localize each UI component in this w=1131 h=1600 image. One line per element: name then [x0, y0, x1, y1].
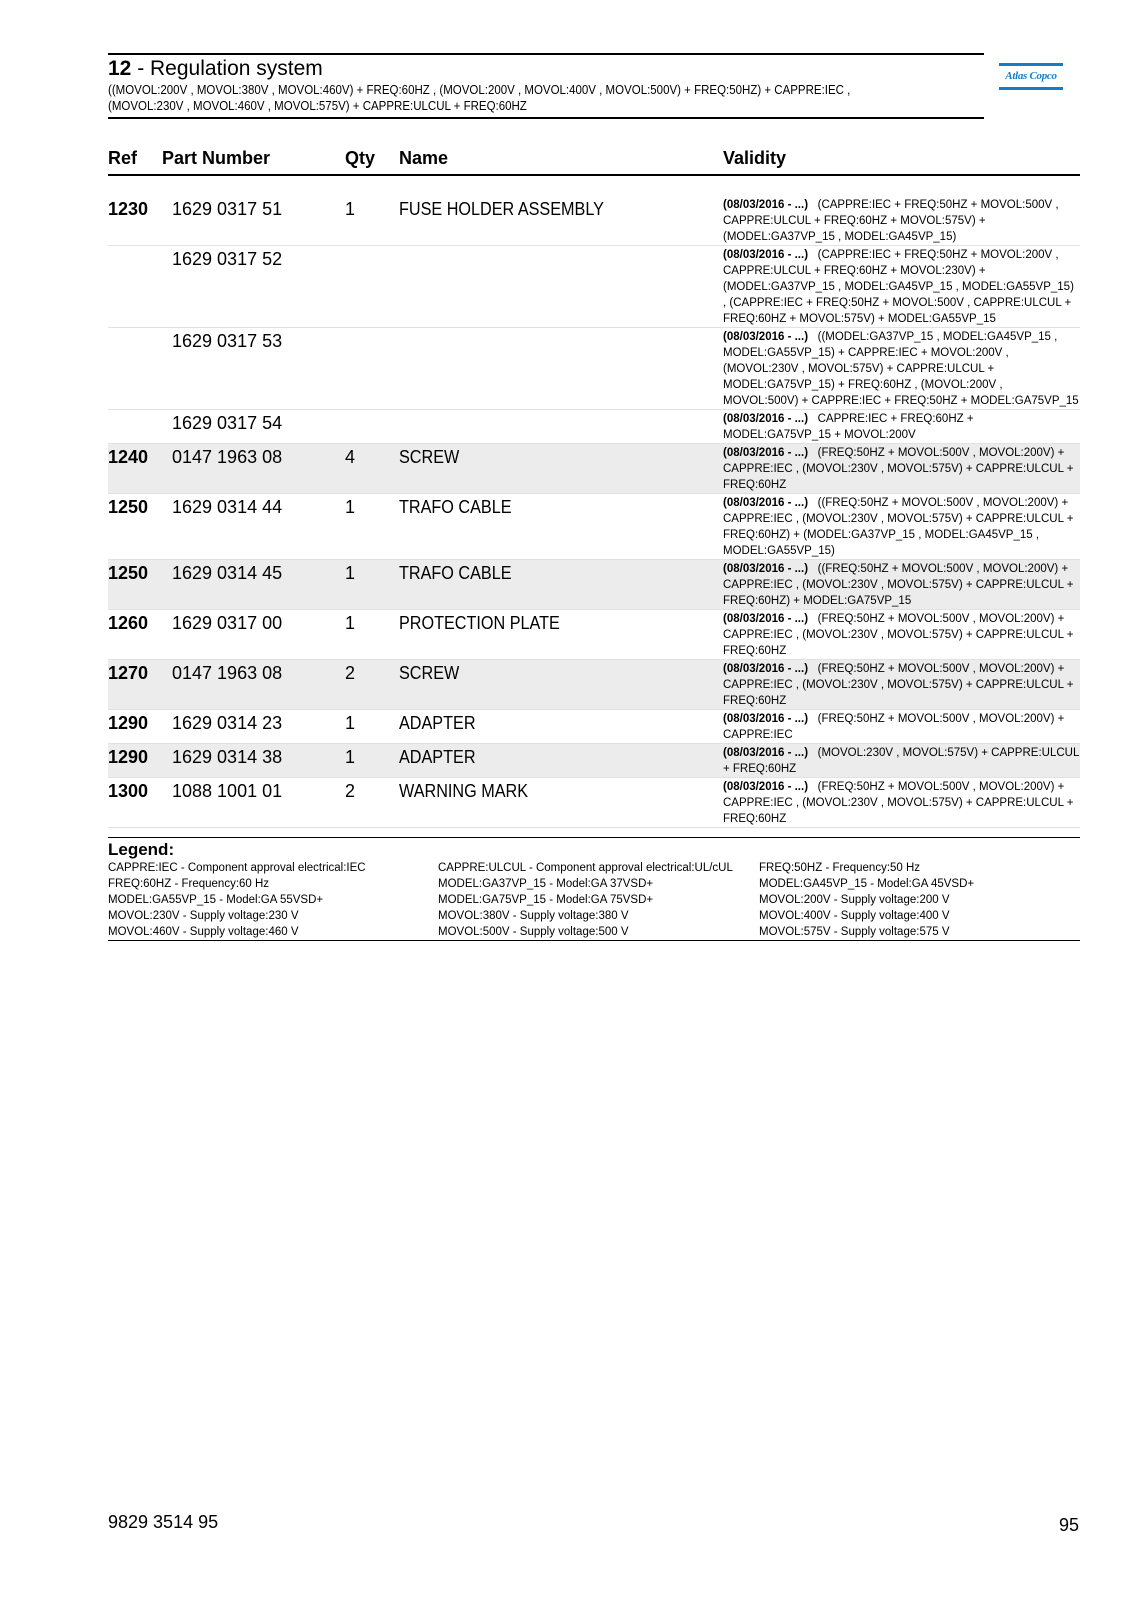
- qty-cell: 1: [345, 199, 356, 219]
- validity-text: ((FREQ:50HZ + MOVOL:500V , MOVOL:200V) + CAPPRE:IEC , (MOVOL:230V , MOVOL:575V) + CAPPRE:ULCUL + FREQ:60HZ) + MODEL:GA75VP_15: [723, 563, 1074, 607]
- validity-date: (08/03/2016 - ...): [723, 781, 809, 793]
- legend-entry: MODEL:GA55VP_15 - Model:GA 55VSD+: [108, 894, 324, 906]
- table-row: [108, 410, 1080, 444]
- legend-column-3: [759, 860, 974, 940]
- legend-entry: CAPPRE:IEC - Component approval electrical:IEC: [108, 862, 366, 874]
- table-row: [108, 328, 1080, 410]
- table-row: [108, 610, 1080, 660]
- validity-text: CAPPRE:IEC + FREQ:60HZ + MODEL:GA75VP_15 + MOVOL:200V: [723, 413, 974, 441]
- qty-cell: 1: [345, 613, 356, 633]
- part-number-cell: 0147 1963 08: [172, 447, 283, 467]
- legend-entry: MOVOL:400V - Supply voltage:400 V: [759, 910, 950, 922]
- validity-cell: [723, 196, 1079, 245]
- qty-cell: 1: [345, 747, 356, 767]
- validity-text: ((MODEL:GA37VP_15 , MODEL:GA45VP_15 , MODEL:GA55VP_15) + CAPPRE:IEC + MOVOL:200V , (MOVOL:230V , MOVOL:575V) + CAPPRE:ULCUL + MODEL:GA75VP_15) + FREQ:60HZ , (MOVOL:200V , MOVOL:500V) + CAPPRE:IEC + FREQ:50HZ + MODEL:GA75VP_15: [723, 331, 1079, 407]
- legend-entry: MOVOL:200V - Supply voltage:200 V: [759, 894, 950, 906]
- section-subtitle-line2: (MOVOL:230V , MOVOL:460V , MOVOL:575V) + CAPPRE:ULCUL + FREQ:60HZ: [108, 99, 527, 113]
- validity-date: (08/03/2016 - ...): [723, 747, 809, 759]
- part-number-cell: 1629 0317 00: [172, 613, 283, 633]
- name-cell: FUSE HOLDER ASSEMBLY: [399, 199, 604, 219]
- section-title: [108, 56, 984, 82]
- validity-text: (FREQ:50HZ + MOVOL:500V , MOVOL:200V) + CAPPRE:IEC , (MOVOL:230V , MOVOL:575V) + CAPPRE:ULCUL + FREQ:60HZ: [723, 781, 1074, 825]
- part-number-cell: 1629 0314 45: [172, 563, 283, 583]
- ref-cell: 1230: [108, 199, 149, 219]
- column-header-validity: Validity: [723, 148, 787, 168]
- legend-entry: MOVOL:575V - Supply voltage:575 V: [759, 926, 950, 938]
- column-header-rule: [108, 174, 1080, 176]
- name-cell: WARNING MARK: [399, 781, 529, 801]
- legend-entry: MODEL:GA37VP_15 - Model:GA 37VSD+: [438, 878, 654, 890]
- part-number-cell: 1629 0314 38: [172, 747, 283, 767]
- validity-text: (FREQ:50HZ + MOVOL:500V , MOVOL:200V) + CAPPRE:IEC , (MOVOL:230V , MOVOL:575V) + CAPPRE:ULCUL + FREQ:60HZ: [723, 663, 1074, 707]
- validity-date: (08/03/2016 - ...): [723, 331, 809, 343]
- ref-cell: 1240: [108, 447, 149, 467]
- qty-cell: 1: [345, 713, 356, 733]
- name-cell: PROTECTION PLATE: [399, 613, 560, 633]
- qty-cell: 1: [345, 497, 356, 517]
- validity-text: (FREQ:50HZ + MOVOL:500V , MOVOL:200V) + CAPPRE:IEC: [723, 713, 1065, 741]
- parts-table: [108, 196, 1080, 828]
- page-number: 95: [1059, 1515, 1080, 1535]
- legend-entry: MOVOL:380V - Supply voltage:380 V: [438, 910, 629, 922]
- name-cell: SCREW: [399, 663, 460, 683]
- legend-entry: MODEL:GA75VP_15 - Model:GA 75VSD+: [438, 894, 654, 906]
- validity-cell: [723, 778, 1079, 827]
- name-cell: ADAPTER: [399, 713, 476, 733]
- qty-cell: 2: [345, 663, 356, 683]
- validity-date: (08/03/2016 - ...): [723, 563, 809, 575]
- validity-cell: [723, 710, 1079, 743]
- header-bottom-rule: [108, 117, 984, 119]
- table-row: [108, 196, 1080, 246]
- logo-bar-top: [999, 63, 1063, 66]
- validity-cell: [723, 560, 1079, 609]
- validity-date: (08/03/2016 - ...): [723, 497, 809, 509]
- part-number-cell: 1629 0317 51: [172, 199, 283, 219]
- validity-text: (CAPPRE:IEC + FREQ:50HZ + MOVOL:200V , CAPPRE:ULCUL + FREQ:60HZ + MOVOL:230V) + (MODEL:GA37VP_15 , MODEL:GA45VP_15 , MODEL:GA55VP_15) , (CAPPRE:IEC + FREQ:50HZ + MOVOL:500V , CAPPRE:ULCUL + FREQ:60HZ + MOVOL:575V) + MODEL:GA55VP_15: [723, 249, 1074, 325]
- document-number: 9829 3514 95: [108, 1512, 219, 1532]
- part-number-cell: 1629 0314 44: [172, 497, 283, 517]
- table-row: [108, 744, 1080, 778]
- validity-cell: [723, 494, 1079, 559]
- validity-text: (CAPPRE:IEC + FREQ:50HZ + MOVOL:500V , CAPPRE:ULCUL + FREQ:60HZ + MOVOL:575V) + (MODEL:GA37VP_15 , MODEL:GA45VP_15): [723, 199, 1059, 243]
- part-number-cell: 1629 0314 23: [172, 713, 283, 733]
- legend-column-2: [438, 860, 733, 940]
- header-top-rule: [108, 53, 984, 55]
- table-row: [108, 246, 1080, 328]
- page-header: [108, 53, 984, 119]
- section-number: 12: [108, 57, 132, 80]
- legend-bottom-rule: [108, 940, 1080, 941]
- table-row: [108, 660, 1080, 710]
- ref-cell: 1260: [108, 613, 149, 633]
- validity-text: (FREQ:50HZ + MOVOL:500V , MOVOL:200V) + CAPPRE:IEC , (MOVOL:230V , MOVOL:575V) + CAPPRE:ULCUL + FREQ:60HZ: [723, 613, 1074, 657]
- legend-entry: MOVOL:500V - Supply voltage:500 V: [438, 926, 629, 938]
- legend-entry: FREQ:60HZ - Frequency:60 Hz: [108, 878, 270, 890]
- validity-date: (08/03/2016 - ...): [723, 249, 809, 261]
- part-number-cell: 1629 0317 54: [172, 413, 283, 433]
- part-number-cell: 1629 0317 52: [172, 249, 283, 269]
- validity-text: ((FREQ:50HZ + MOVOL:500V , MOVOL:200V) + CAPPRE:IEC , (MOVOL:230V , MOVOL:575V) + CAPPRE:ULCUL + FREQ:60HZ) + (MODEL:GA37VP_15 , MODEL:GA45VP_15 , MODEL:GA55VP_15): [723, 497, 1074, 557]
- legend-entry: MOVOL:460V - Supply voltage:460 V: [108, 926, 299, 938]
- legend-entry: FREQ:50HZ - Frequency:50 Hz: [759, 862, 921, 874]
- legend-column-1: [108, 860, 366, 940]
- table-row: [108, 560, 1080, 610]
- qty-cell: 2: [345, 781, 356, 801]
- section-title-text: - Regulation system: [131, 57, 323, 80]
- validity-cell: [723, 444, 1079, 493]
- validity-date: (08/03/2016 - ...): [723, 199, 809, 211]
- ref-cell: 1300: [108, 781, 149, 801]
- validity-text: (MOVOL:230V , MOVOL:575V) + CAPPRE:ULCUL + FREQ:60HZ: [723, 747, 1079, 775]
- logo-text: Atlas Copco: [1005, 70, 1057, 82]
- validity-cell: [723, 246, 1079, 327]
- table-row: [108, 710, 1080, 744]
- ref-cell: 1250: [108, 497, 149, 517]
- atlas-copco-logo: [999, 63, 1063, 93]
- qty-cell: 1: [345, 563, 356, 583]
- part-number-cell: 1088 1001 01: [172, 781, 283, 801]
- legend-entry: CAPPRE:ULCUL - Component approval electrical:UL/cUL: [438, 862, 733, 874]
- part-number-cell: 0147 1963 08: [172, 663, 283, 683]
- column-header-part-number: Part Number: [162, 148, 271, 168]
- ref-cell: 1250: [108, 563, 149, 583]
- validity-cell: [723, 610, 1079, 659]
- logo-bar-bottom: [999, 87, 1063, 90]
- name-cell: ADAPTER: [399, 747, 476, 767]
- table-row: [108, 444, 1080, 494]
- column-header-name: Name: [399, 148, 449, 168]
- validity-cell: [723, 744, 1079, 777]
- legend-entry: MODEL:GA45VP_15 - Model:GA 45VSD+: [759, 878, 975, 890]
- table-row: [108, 778, 1080, 828]
- ref-cell: 1290: [108, 747, 149, 767]
- name-cell: TRAFO CABLE: [399, 497, 512, 517]
- name-cell: TRAFO CABLE: [399, 563, 512, 583]
- validity-text: (FREQ:50HZ + MOVOL:500V , MOVOL:200V) + CAPPRE:IEC , (MOVOL:230V , MOVOL:575V) + CAPPRE:ULCUL + FREQ:60HZ: [723, 447, 1074, 491]
- validity-date: (08/03/2016 - ...): [723, 613, 809, 625]
- section-subtitle-line1: ((MOVOL:200V , MOVOL:380V , MOVOL:460V) + FREQ:60HZ , (MOVOL:200V , MOVOL:400V , MOVOL:500V) + FREQ:50HZ) + CAPPRE:IEC ,: [108, 83, 851, 97]
- validity-cell: [723, 660, 1079, 709]
- name-cell: SCREW: [399, 447, 460, 467]
- validity-date: (08/03/2016 - ...): [723, 713, 809, 725]
- validity-date: (08/03/2016 - ...): [723, 663, 809, 675]
- table-row: [108, 494, 1080, 560]
- validity-cell: [723, 410, 1079, 443]
- column-header-ref: Ref: [108, 148, 138, 168]
- validity-date: (08/03/2016 - ...): [723, 413, 809, 425]
- ref-cell: 1290: [108, 713, 149, 733]
- legend: [108, 837, 1080, 938]
- part-number-cell: 1629 0317 53: [172, 331, 283, 351]
- validity-date: (08/03/2016 - ...): [723, 447, 809, 459]
- column-header-qty: Qty: [345, 148, 376, 168]
- validity-cell: [723, 328, 1079, 409]
- legend-entry: MOVOL:230V - Supply voltage:230 V: [108, 910, 299, 922]
- ref-cell: 1270: [108, 663, 149, 683]
- legend-title: Legend:: [108, 840, 175, 859]
- qty-cell: 4: [345, 447, 356, 467]
